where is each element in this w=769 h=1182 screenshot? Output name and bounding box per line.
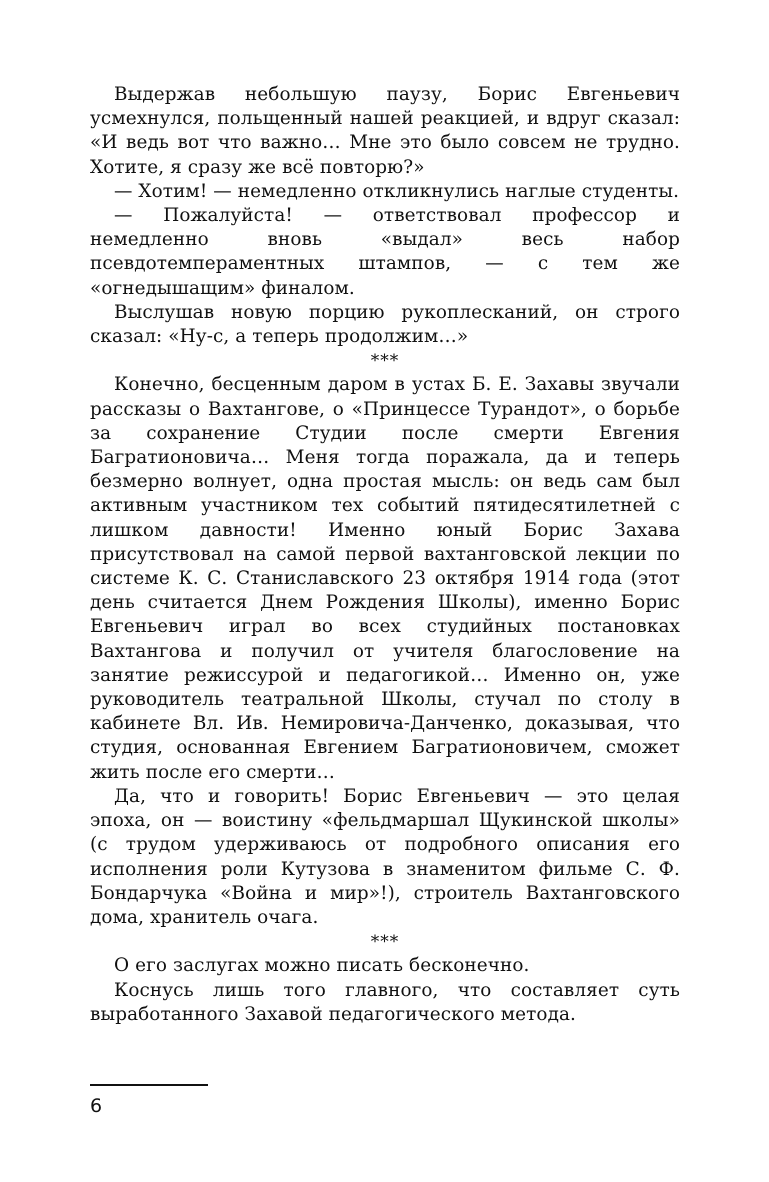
page-number: 6 [90, 1095, 103, 1117]
paragraph: — Пожалуйста! — ответствовал профессор и немедленно вновь «выдал» весь набор псевдотемпераментных штампов, — с тем же «огнедышащим» финалом. [90, 205, 680, 299]
paragraph: Выдержав небольшую паузу, Борис Евгеньевич усмехнулся, польщенный нашей реакцией, и вдруг сказал: «И ведь вот что важно… Мне это было совсем не трудно. Хотите, я сразу же всё повторю?» [90, 84, 680, 178]
paragraph: Коснусь лишь того главного, что составляет суть выработанного Захавой педагогического метода. [90, 979, 680, 1025]
body-text [90, 83, 680, 1027]
paragraph: О его заслугах можно писать бесконечно. [114, 955, 530, 977]
paragraph: Конечно, бесценным даром в устах Б. Е. Захавы звучали рассказы о Вахтангове, о «Принцессе Турандот», о борьбе за сохранение Студии после смерти Евгения Багратионовича… Меня тогда поражала, да и теперь безмерно волнует, одна простая мысль: он ведь сам был активным участником тех событий пятидесятилетней с лишком давности! Именно юный Борис Захава присутствовал на самой первой вахтанговской лекции по системе К. С. Станиславского 23 октября 1914 года (этот день считается Днем Рождения Школы), именно Борис Евгеньевич играл во всех студийных постановках Вахтангова и получил от учителя благословение на занятие режиссурой и педагогикой… Именно он, уже руководитель театральной Школы, стучал по столу в кабинете Вл. Ив. Немировича-Данченко, доказывая, что студия, основанная Евгением Багратионовичем, сможет жить после его смерти… [90, 374, 680, 783]
footnote-rule [90, 1084, 208, 1086]
paragraph: — Хотим! — немедленно откликнулись наглые студенты. [114, 180, 680, 202]
section-separator: *** [370, 351, 400, 372]
paragraph: Да, что и говорить! Борис Евгеньевич — это целая эпоха, он — воистину «фельдмаршал Щукинской школы» (с трудом удерживаюсь от подробного описания его исполнения роли Кутузова в знаменитом фильме С. Ф. Бондарчука «Война и мир»!), строитель Вахтанговского дома, хранитель очага. [90, 785, 680, 928]
paragraph: Выслушав новую порцию рукоплесканий, он строго сказал: «Ну-с, а теперь продолжим…» [90, 301, 680, 348]
section-separator: *** [370, 932, 400, 953]
